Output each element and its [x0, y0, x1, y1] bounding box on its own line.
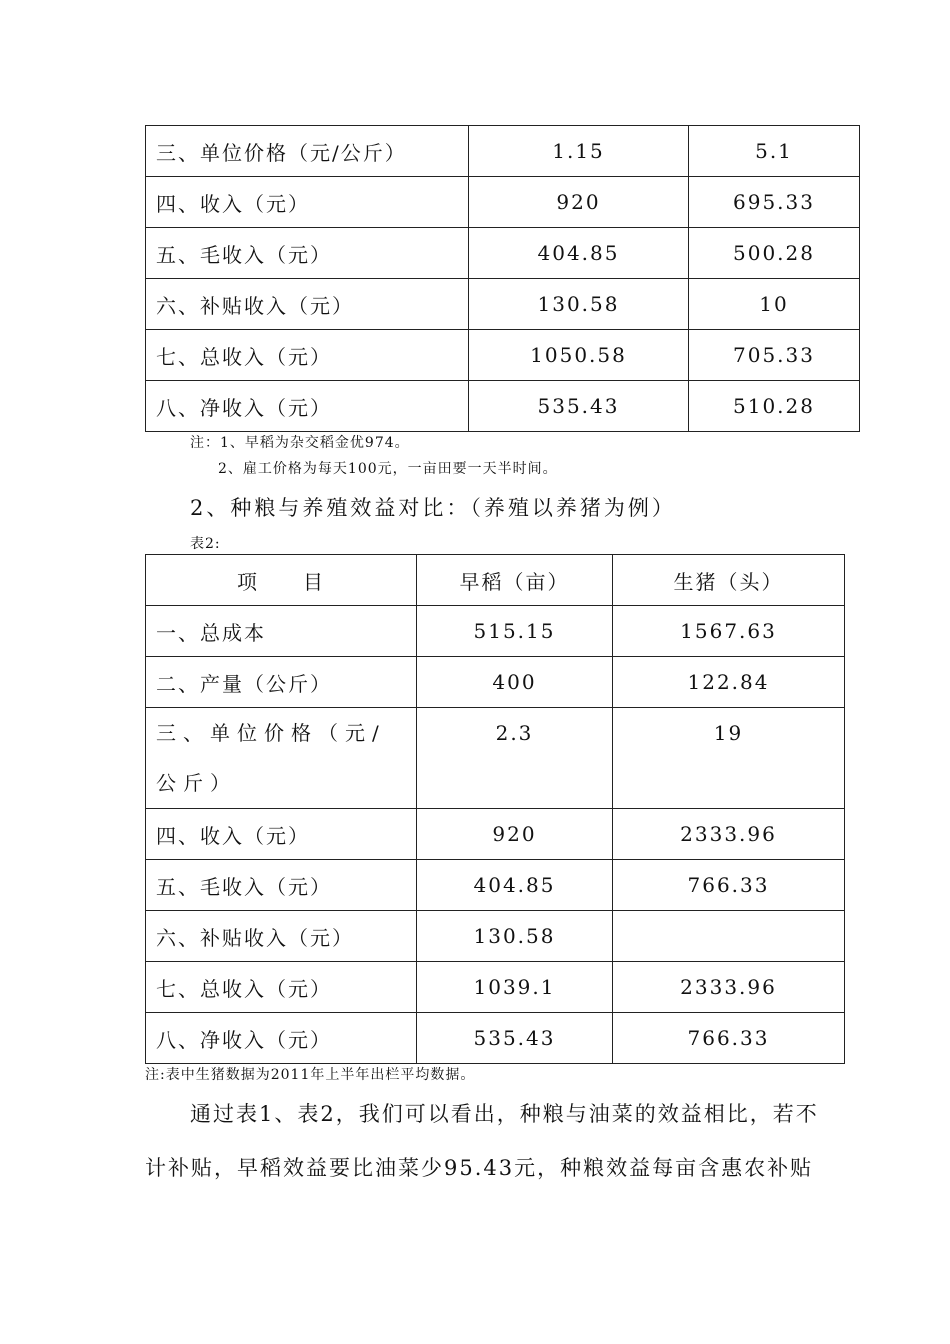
- rapeseed-value: 705.33: [689, 330, 860, 381]
- table-row: [146, 860, 845, 911]
- row-label: 八、净收入（元）: [146, 381, 469, 432]
- row-label: 二、产量（公斤）: [146, 657, 417, 708]
- row-label: 七、总收入（元）: [146, 962, 417, 1013]
- row-label: 四、收入（元）: [146, 177, 469, 228]
- pig-value: [613, 911, 845, 962]
- paragraph-line-2: 计补贴，早稻效益要比油菜少95.43元，种粮效益每亩含惠农补贴: [145, 1156, 814, 1180]
- row-label: 六、补贴收入（元）: [146, 279, 469, 330]
- row-label: 四、收入（元）: [146, 809, 417, 860]
- table-row: [146, 381, 860, 432]
- cost-benefit-table-1: [145, 125, 860, 432]
- row-label: 三、单位价格（元/公斤）: [146, 126, 469, 177]
- rapeseed-value: 510.28: [689, 381, 860, 432]
- row-label: 一、总成本: [146, 606, 417, 657]
- rice-value: 404.85: [417, 860, 613, 911]
- table-row: [146, 1013, 845, 1064]
- row-label: 五、毛收入（元）: [146, 228, 469, 279]
- rice-value: 1050.58: [469, 330, 689, 381]
- rice-value: 404.85: [469, 228, 689, 279]
- pig-value: 19: [613, 708, 845, 809]
- table-row: [146, 279, 860, 330]
- table-row: [146, 228, 860, 279]
- table2-note: 注:表中生猪数据为2011年上半年出栏平均数据。: [145, 1067, 476, 1083]
- rice-value: 920: [417, 809, 613, 860]
- table-row: [146, 126, 860, 177]
- row-label: 五、毛收入（元）: [146, 860, 417, 911]
- table-header-row: [146, 555, 845, 606]
- rice-value: 1.15: [469, 126, 689, 177]
- table-row: [146, 606, 845, 657]
- pig-value: 2333.96: [613, 809, 845, 860]
- row-label: 六、补贴收入（元）: [146, 911, 417, 962]
- pig-value: 122.84: [613, 657, 845, 708]
- table1-note-2: 2、雇工价格为每天100元，一亩田要一天半时间。: [218, 461, 558, 477]
- rice-value: 535.43: [417, 1013, 613, 1064]
- rice-value: 130.58: [469, 279, 689, 330]
- rapeseed-value: 695.33: [689, 177, 860, 228]
- table-row: [146, 708, 845, 809]
- table-row: [146, 177, 860, 228]
- pig-value: 766.33: [613, 1013, 845, 1064]
- rice-value: 515.15: [417, 606, 613, 657]
- pig-value: 2333.96: [613, 962, 845, 1013]
- rice-value: 535.43: [469, 381, 689, 432]
- table-row: [146, 657, 845, 708]
- rapeseed-value: 10: [689, 279, 860, 330]
- rice-value: 2.3: [417, 708, 613, 809]
- table-row: [146, 962, 845, 1013]
- pig-value: 766.33: [613, 860, 845, 911]
- table1-note-1: 注：1、早稻为杂交稻金优974。: [190, 435, 410, 451]
- row-label: 七、总收入（元）: [146, 330, 469, 381]
- cost-benefit-table-2: [145, 554, 845, 1064]
- header-pig: 生猪（头）: [613, 555, 845, 606]
- rice-value: 1039.1: [417, 962, 613, 1013]
- header-item: 项 目: [146, 555, 417, 606]
- row-label: 三、单位价格（元/公斤）: [146, 708, 417, 809]
- paragraph-line-1: 通过表1、表2，我们可以看出，种粮与油菜的效益相比，若不: [190, 1102, 819, 1126]
- table2-label: 表2:: [190, 536, 221, 552]
- rapeseed-value: 5.1: [689, 126, 860, 177]
- rice-value: 130.58: [417, 911, 613, 962]
- rice-value: 400: [417, 657, 613, 708]
- rice-value: 920: [469, 177, 689, 228]
- rapeseed-value: 500.28: [689, 228, 860, 279]
- table-row: [146, 911, 845, 962]
- header-rice: 早稻（亩）: [417, 555, 613, 606]
- table-row: [146, 330, 860, 381]
- pig-value: 1567.63: [613, 606, 845, 657]
- row-label: 八、净收入（元）: [146, 1013, 417, 1064]
- section-heading: 2、种粮与养殖效益对比：（养殖以养猪为例）: [190, 496, 676, 520]
- table-row: [146, 809, 845, 860]
